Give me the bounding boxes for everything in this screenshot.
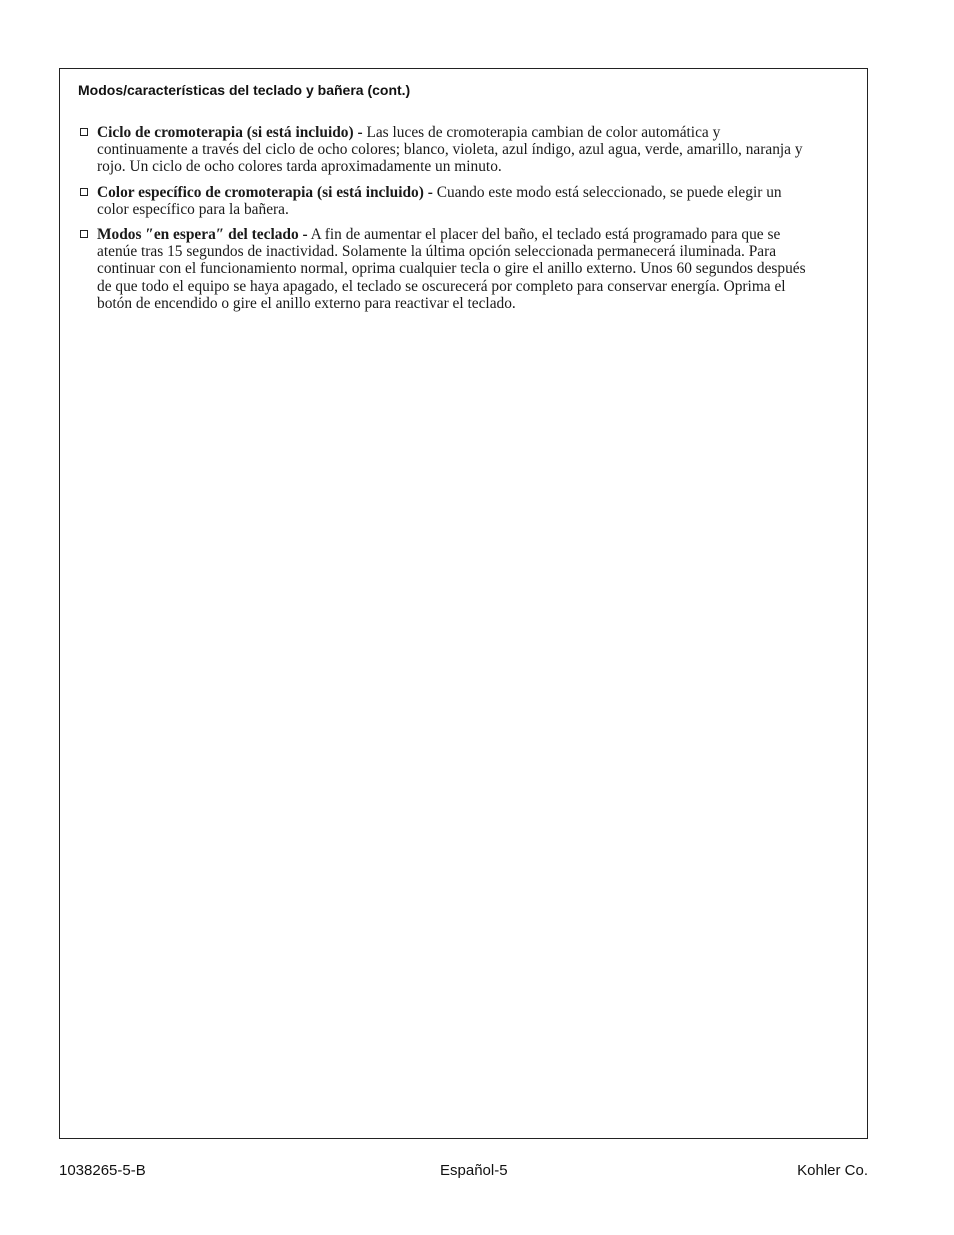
list-item-standby-modes <box>78 226 808 312</box>
content-frame <box>59 68 868 1139</box>
list-item-specific-color <box>78 184 808 218</box>
item-text: A fin de aumentar el placer del baño, el teclado está programado para que se atenúe tras 15 segundos de inactividad. Solamente la última opción seleccionada permanecerá iluminada. Para continuar con el funcionamiento normal, oprima cualquier tecla o gire el anillo externo. Unos 60 segundos después de que todo el equipo se haya apagado, el teclado se oscurecerá por completo para conservar energía. Oprima el botón de encendido o gire el anillo externo para reactivar el teclado. <box>97 226 806 312</box>
item-title: Color específico de cromoterapia (si está incluido) - <box>97 183 433 201</box>
footer-page-label: Español-5 <box>440 1162 508 1179</box>
section-heading: Modos/características del teclado y bañera (cont.) <box>78 82 411 98</box>
square-bullet-icon <box>80 128 88 136</box>
list-item-chromotherapy-cycle <box>78 124 808 176</box>
square-bullet-icon <box>80 188 88 196</box>
footer-doc-number: 1038265-5-B <box>59 1162 146 1179</box>
square-bullet-icon <box>80 230 88 238</box>
item-title: Modos ″en espera″ del teclado - <box>97 226 308 244</box>
footer-company: Kohler Co. <box>797 1162 868 1179</box>
item-title: Ciclo de cromoterapia (si está incluido) - <box>97 124 363 141</box>
item-text: Las luces de cromoterapia cambian de color automática y continuamente a través del ciclo de ocho colores; blanco, violeta, azul índigo, azul agua, verde, amarillo, naranja y rojo. Un ciclo de ocho colores tarda aproximadamente un minuto. <box>97 124 803 176</box>
feature-list <box>78 124 808 320</box>
item-text: Cuando este modo está seleccionado, se puede elegir un color específico para la bañera. <box>97 183 782 218</box>
